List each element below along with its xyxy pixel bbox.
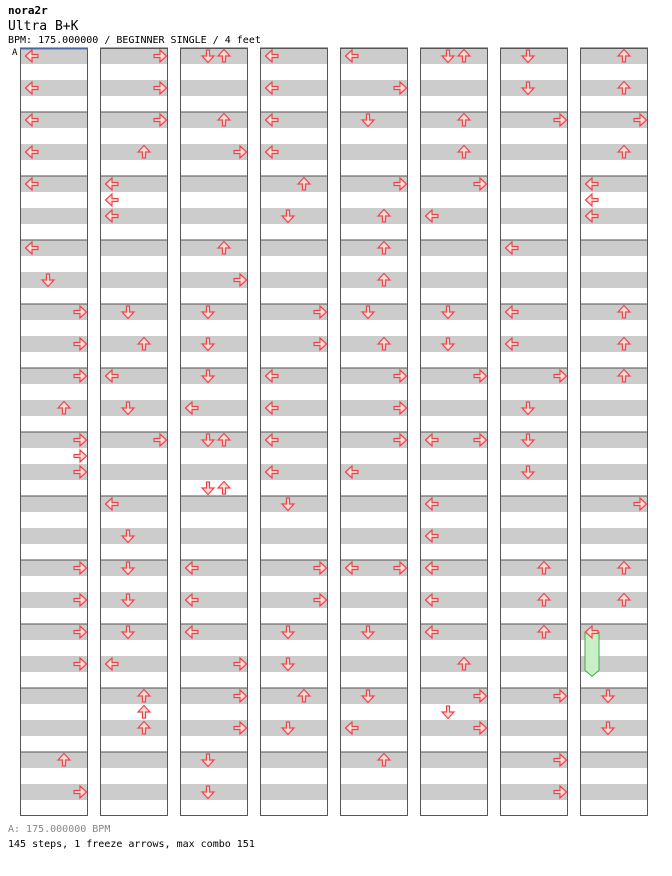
beat-stripe xyxy=(420,80,488,96)
beat-stripe xyxy=(100,784,168,800)
beat-stripe xyxy=(580,144,648,160)
chart-column xyxy=(340,48,408,816)
beat-stripe xyxy=(340,272,408,288)
beat-stripe xyxy=(500,720,568,736)
beat-stripe xyxy=(260,752,328,768)
beat-stripe xyxy=(100,144,168,160)
chart-column xyxy=(580,48,648,816)
chart-column xyxy=(500,48,568,816)
beat-stripe xyxy=(500,144,568,160)
beat-stripe xyxy=(500,208,568,224)
beat-stripe xyxy=(180,528,248,544)
beat-stripe xyxy=(580,784,648,800)
beat-stripe xyxy=(340,784,408,800)
beat-stripe xyxy=(340,592,408,608)
beat-stripe xyxy=(500,592,568,608)
beat-stripe xyxy=(500,272,568,288)
beat-stripe xyxy=(500,624,568,640)
beat-stripe xyxy=(420,272,488,288)
chart-column xyxy=(20,48,88,816)
beat-stripe xyxy=(420,752,488,768)
beat-stripe xyxy=(340,240,408,256)
step-arrow-down xyxy=(442,706,454,719)
step-arrow-left xyxy=(106,194,119,206)
bpm-marker-label: A xyxy=(12,48,18,58)
beat-stripe xyxy=(500,496,568,512)
beat-stripe xyxy=(420,112,488,128)
beat-stripe xyxy=(340,752,408,768)
beat-stripe xyxy=(420,784,488,800)
beat-stripe xyxy=(100,272,168,288)
beat-stripe xyxy=(180,240,248,256)
beat-stripe xyxy=(420,464,488,480)
beat-stripe xyxy=(100,464,168,480)
beat-stripe xyxy=(580,592,648,608)
beat-stripe xyxy=(180,80,248,96)
beat-stripe xyxy=(580,48,648,64)
step-arrow-left xyxy=(586,194,599,206)
beat-stripe xyxy=(580,240,648,256)
artist-name: nora2r xyxy=(8,4,48,17)
beat-stripe xyxy=(20,400,88,416)
beat-stripe xyxy=(100,720,168,736)
beat-stripe xyxy=(500,528,568,544)
beat-stripe xyxy=(580,560,648,576)
beat-stripe xyxy=(180,496,248,512)
beat-stripe xyxy=(180,176,248,192)
beat-stripe xyxy=(580,528,648,544)
beat-stripe xyxy=(340,656,408,672)
beat-stripe xyxy=(20,528,88,544)
beat-stripe xyxy=(20,688,88,704)
beat-stripe xyxy=(260,784,328,800)
beat-stripe xyxy=(420,144,488,160)
beat-stripe xyxy=(500,176,568,192)
beat-stripe xyxy=(420,656,488,672)
beat-stripe xyxy=(580,304,648,320)
beat-stripe xyxy=(100,752,168,768)
beat-stripe xyxy=(420,240,488,256)
beat-stripe xyxy=(260,688,328,704)
beat-stripe xyxy=(20,752,88,768)
beat-stripe xyxy=(340,528,408,544)
beat-stripe xyxy=(580,336,648,352)
beat-stripe xyxy=(580,752,648,768)
beat-stripe xyxy=(500,656,568,672)
beat-stripe xyxy=(100,688,168,704)
step-arrow-up xyxy=(138,706,150,719)
beat-stripe xyxy=(580,400,648,416)
beat-stripe xyxy=(340,336,408,352)
beat-stripe xyxy=(260,176,328,192)
beat-stripe xyxy=(180,112,248,128)
bpm-legend: A: 175.000000 BPM xyxy=(8,824,111,835)
step-arrow-down xyxy=(202,482,214,495)
chart-info: BPM: 175.000000 / BEGINNER SINGLE / 4 feet xyxy=(8,35,261,46)
step-arrow-right xyxy=(74,450,87,462)
step-arrow-up xyxy=(218,482,230,495)
beat-stripe xyxy=(260,240,328,256)
beat-stripe xyxy=(260,528,328,544)
beat-stripe xyxy=(180,464,248,480)
chart-column xyxy=(180,48,248,816)
song-title: Ultra B+K xyxy=(8,19,79,34)
beat-stripe xyxy=(580,272,648,288)
beat-stripe xyxy=(420,400,488,416)
beat-stripe xyxy=(340,496,408,512)
chart-column xyxy=(260,48,328,816)
chart-column xyxy=(100,48,168,816)
chart-column xyxy=(420,48,488,816)
beat-stripe xyxy=(180,208,248,224)
step-stats: 145 steps, 1 freeze arrows, max combo 151 xyxy=(8,839,255,850)
beat-stripe xyxy=(260,272,328,288)
beat-stripe xyxy=(340,208,408,224)
beat-stripe xyxy=(340,144,408,160)
beat-stripe xyxy=(20,720,88,736)
beat-stripe xyxy=(580,432,648,448)
beat-stripe xyxy=(20,208,88,224)
beat-stripe xyxy=(100,336,168,352)
beat-stripe xyxy=(20,496,88,512)
beat-stripe xyxy=(500,560,568,576)
beat-stripe xyxy=(100,240,168,256)
beat-stripe xyxy=(580,464,648,480)
beat-stripe xyxy=(580,80,648,96)
beat-stripe xyxy=(580,368,648,384)
